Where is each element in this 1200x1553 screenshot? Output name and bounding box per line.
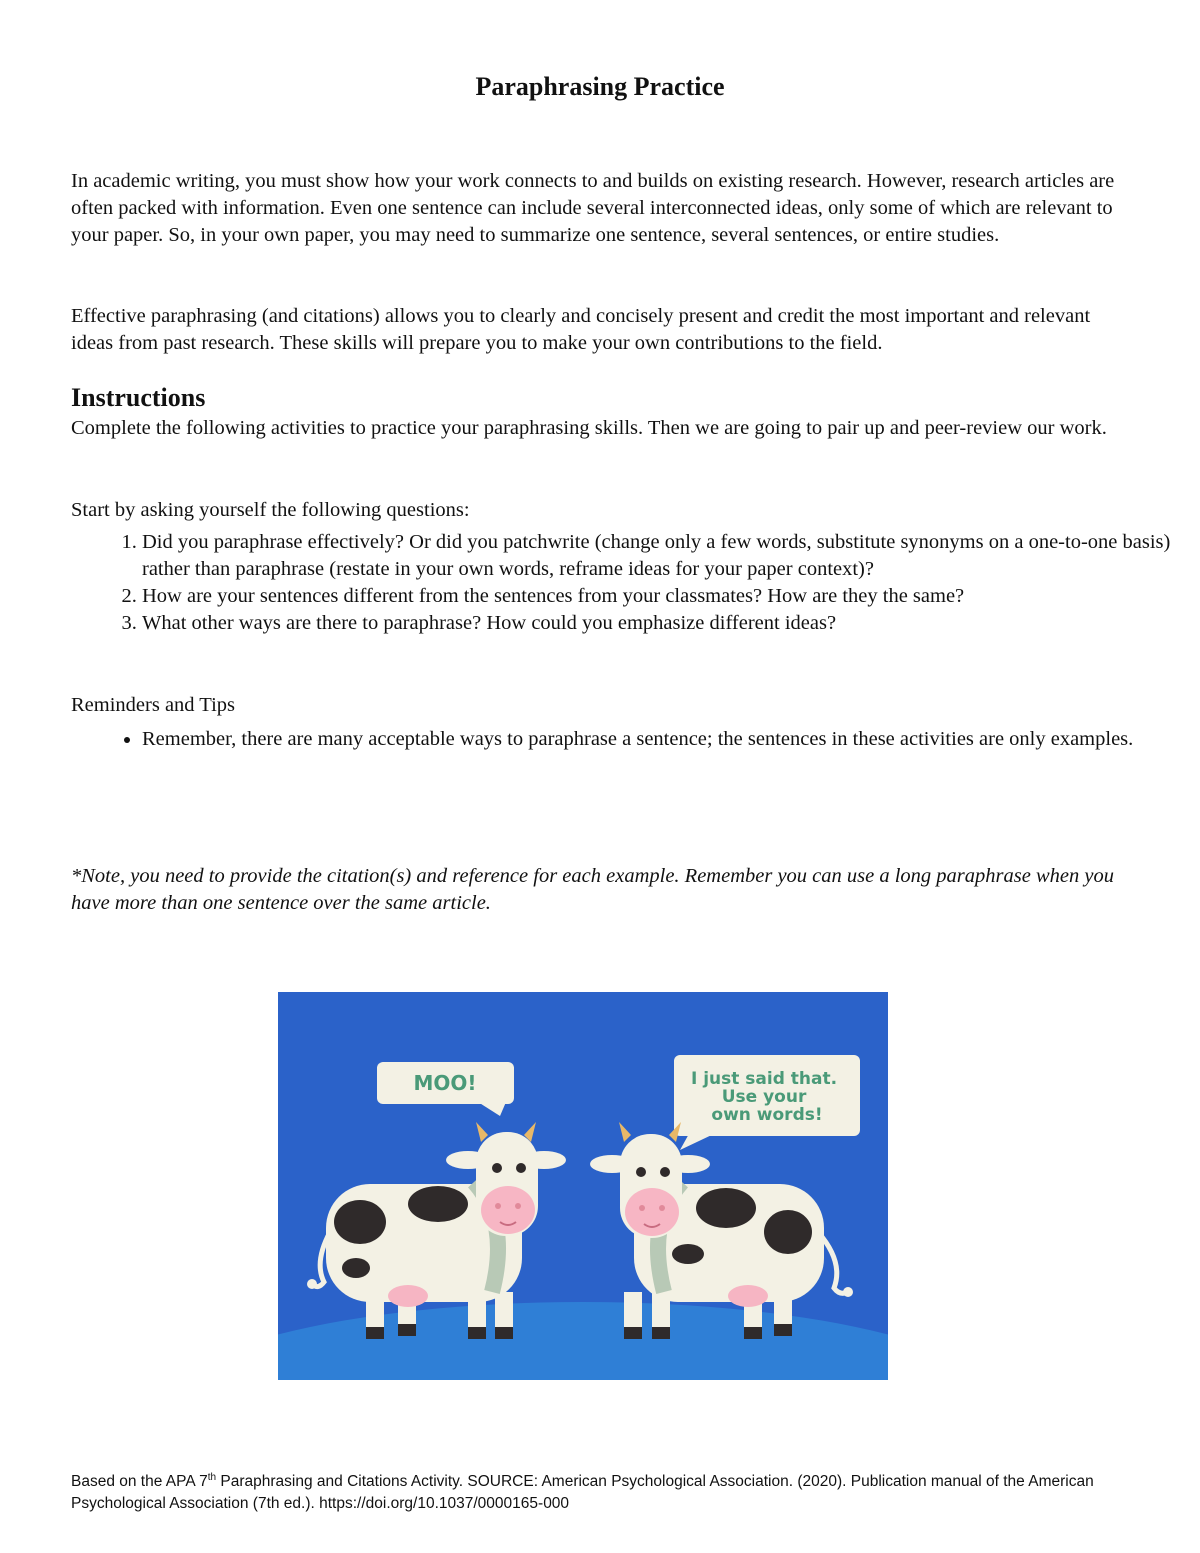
speech-bubble-right: [674, 1055, 860, 1150]
footer-source: [71, 1467, 1151, 1515]
bubble-right-line: I just said that.: [690, 1069, 838, 1089]
tip-item: • Remember, there are many acceptable ways to paraphrase a sentence; the sentences in these activities are only examples.: [142, 726, 1200, 753]
bubble-left-text: MOO!: [413, 1071, 477, 1095]
instructions-text: Complete the following activities to practice your paraphrasing skills. Then we are going to pair up and peer-review our work.: [71, 417, 1107, 439]
bubble-right-line: own words!: [711, 1105, 823, 1125]
intro-paragraph-1: In academic writing, you must show how your work connects to and builds on existing research. However, research articles are often packed with information. Even one sentence can include several interconnected ideas, only some of which are relevant to your paper. So, in your own paper, you may need to summarize one sentence, several sentences, or entire studies.: [71, 170, 1115, 246]
cows-illustration: [278, 992, 888, 1380]
question-item: 2. How are your sentences different from the sentences from your classmates? How are they the same?: [142, 583, 1200, 610]
question-item: 1. Did you paraphrase effectively? Or did you patchwrite (change only a few words, substitute synonyms on a one-to-one basis) rather than paraphrase (restate in your own words, reframe ideas for your paper context)?: [142, 529, 1200, 583]
question-item: 3. What other ways are there to paraphrase? How could you emphasize different ideas?: [142, 610, 1200, 637]
intro-paragraph-2: Effective paraphrasing (and citations) allows you to clearly and concisely present and credit the most important and relevant ideas from past research. These skills will prepare you to make your own contributions to the field.: [71, 305, 1091, 354]
questions-list: [71, 529, 1200, 637]
bubble-right-line: Use your: [721, 1087, 807, 1107]
citation-note: *Note, you need to provide the citation(s) and reference for each example. Remember you can use a long paraphrase when you have more than one sentence over the same article.: [71, 865, 1114, 914]
footer-text-end: Paraphrasing and Citations Activity. SOURCE: American Psychological Association. (2020). Publication manual of the American Psychological Association (7th ed.). https://doi.org/10.1037/0000165-000: [71, 1473, 1094, 1513]
page-title: Paraphrasing Practice: [475, 72, 725, 101]
footer-text-start: Based on the APA 7: [71, 1473, 208, 1491]
tips-list: [71, 726, 1200, 753]
questions-intro: Start by asking yourself the following questions:: [71, 499, 470, 521]
instructions-heading: Instructions: [71, 383, 206, 412]
reminders-heading: Reminders and Tips: [71, 694, 236, 716]
footer-superscript: th: [207, 1472, 217, 1483]
